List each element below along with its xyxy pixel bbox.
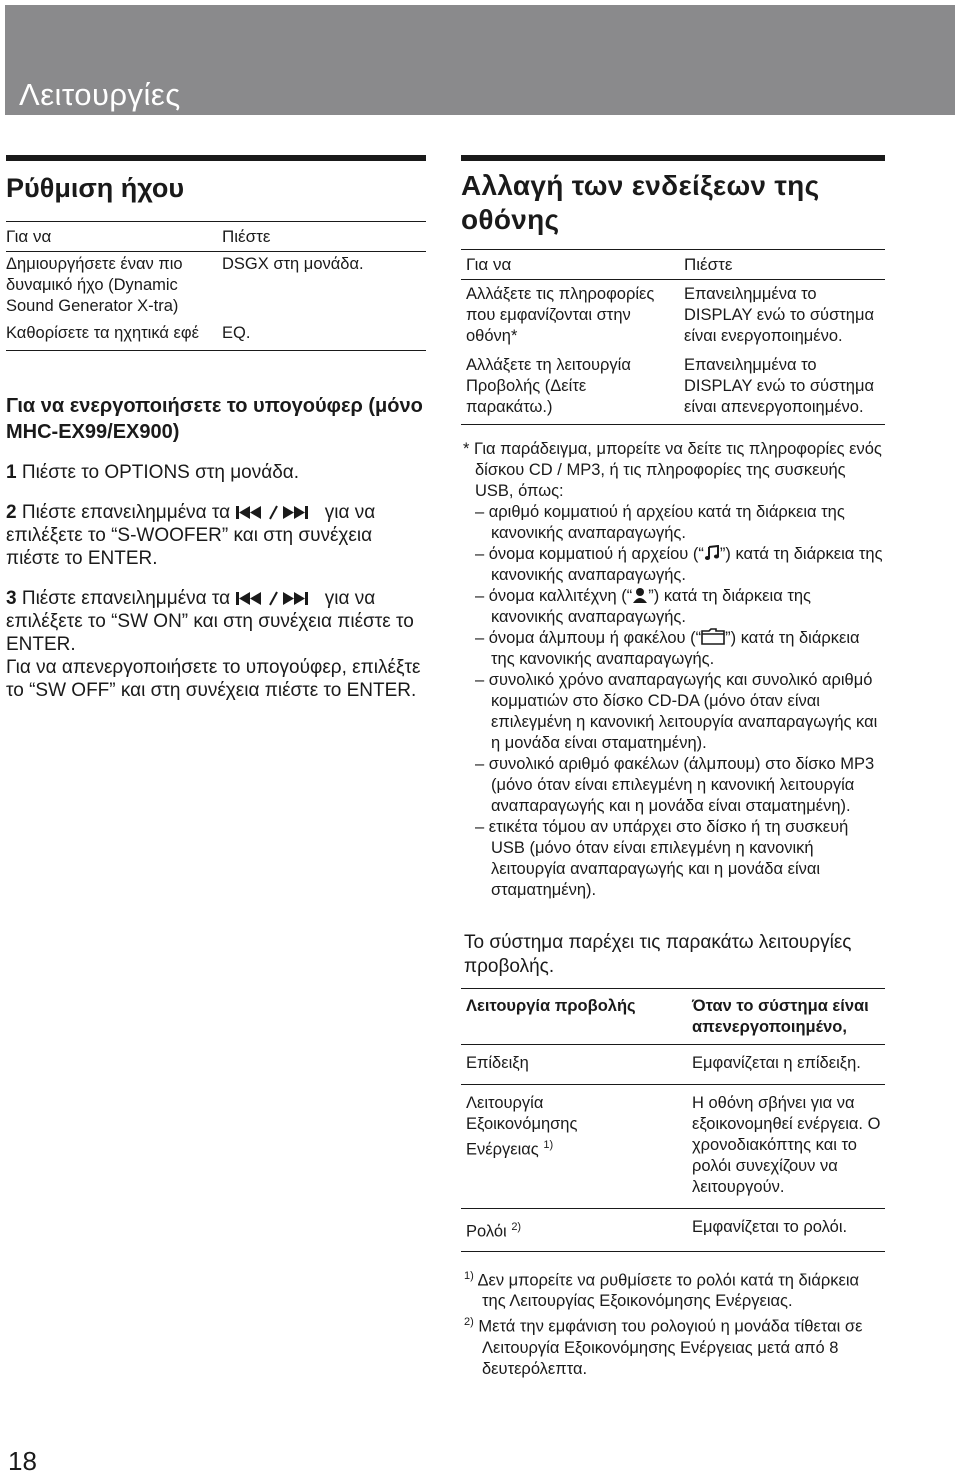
step-3: [6, 587, 426, 702]
footnote: [464, 1266, 885, 1313]
section-rule: [461, 155, 885, 161]
note-intro: * Για παράδειγμα, μπορείτε να δείτε τις πληροφορίες ενός δίσκου CD / MP3, ή τις πληροφορίες της συσκευής USB, όπως:: [463, 440, 882, 500]
folder-icon: [701, 628, 725, 645]
table-cell: EQ.: [222, 324, 251, 342]
table-row: [461, 1045, 885, 1085]
list-item-text: – όνομα κομματιού ή αρχείου (“: [475, 545, 704, 563]
step-number: 2: [6, 502, 17, 523]
list-item-text: ”) κατά τη διάρκεια της κανονικής αναπαραγωγής.: [491, 587, 811, 626]
list-item-text: – όνομα καλλιτέχνη (“: [475, 587, 633, 605]
list-item: [461, 544, 885, 586]
sound-table: [6, 222, 426, 351]
table-header-cell: Λειτουργία προβολής: [466, 997, 636, 1015]
step-text: για να επιλέξετε το “S-WOOFER” και στη συνέχεια πιέστε το ENTER.: [6, 502, 376, 569]
step-number: 3: [6, 588, 17, 609]
table-header-cell: Για να: [6, 227, 52, 246]
list-item: [461, 628, 885, 670]
section-rule: [6, 155, 426, 161]
table-cell: Επανειλημμένα το DISPLAY ενώ το σύστημα είναι ενεργοποιημένο.: [684, 285, 875, 345]
table-header-row: [461, 250, 885, 280]
modes-intro: Το σύστημα παρέχει τις παρακάτω λειτουργίες προβολής.: [464, 932, 852, 977]
table-cell: Επίδειξη: [466, 1054, 529, 1072]
list-item-text: ”) κατά τη διάρκεια της κανονικής αναπαραγωγής.: [491, 629, 860, 668]
left-column: [6, 155, 426, 702]
modes-table: [461, 989, 885, 1252]
footnote-mark: 2): [464, 1316, 474, 1328]
step-2: [6, 501, 426, 570]
table-cell: Καθορίσετε τα ηχητικά εφέ: [6, 324, 199, 342]
table-cell: Εμφανίζεται η επίδειξη.: [692, 1054, 861, 1072]
table-header-row: [461, 989, 885, 1045]
section-title-sound: Ρύθμιση ήχου: [6, 173, 185, 203]
table-header-cell: Για να: [466, 255, 512, 274]
prev-next-icon: [235, 590, 319, 607]
footnote-mark: 1): [464, 1269, 474, 1282]
list-item: [461, 586, 885, 628]
table-header-cell: Όταν το σύστημα είναι απενεργοποιημένο,: [692, 997, 869, 1036]
right-column: [461, 155, 885, 1380]
list-item: – ετικέτα τόμου αν υπάρχει στο δίσκο ή τη συσκευή USB (μόνο όταν είναι επιλεγμένη η κανονική λειτουργία αναπαραγωγής και η μονάδα είναι σταματημένη).: [475, 818, 849, 899]
mode-name: Ρολόι: [466, 1222, 507, 1241]
table-cell: [461, 1085, 692, 1209]
step-1: [6, 461, 426, 484]
table-row: [461, 355, 885, 425]
table-cell: Η οθόνη σβήνει για να εξοικονομηθεί ενέργεια. Ο χρονοδιακόπτης και το ρολόι συνεχίζουν να λειτουργούν.: [692, 1094, 881, 1196]
subwoofer-title: Για να ενεργοποιήσετε το υπογούφερ (μόνο MHC-EX99/EX900): [6, 395, 423, 443]
step-number: 1: [6, 462, 17, 483]
table-row: [6, 252, 426, 324]
table-row: [461, 1085, 885, 1209]
table-cell: Αλλάξετε τη λειτουργία Προβολής (Δείτε παρακάτω.): [466, 356, 631, 416]
table-cell: Εμφανίζεται το ρολόι.: [692, 1218, 848, 1236]
section-title-display: Αλλαγή των ενδείξεων της οθόνης: [461, 170, 820, 235]
footnote-text: Δεν μπορείτε να ρυθμίσετε το ρολόι κατά τη διάρκεια της Λειτουργίας Εξοικονόμησης Ενέργειας.: [477, 1271, 860, 1310]
footnotes: [461, 1266, 885, 1380]
step-extra-text: Για να απενεργοποιήσετε το υπογούφερ, επιλέξτε το “SW OFF” και στη συνέχεια πιέστε το ENTER.: [6, 657, 421, 701]
step-text: Πιέστε επανειλημμένα τα: [21, 588, 231, 609]
table-cell: Δημιουργήσετε έναν πιο δυναμικό ήχο (Dynamic Sound Generator X-tra): [6, 255, 183, 315]
page-number: 18: [8, 1446, 37, 1476]
mode-name: Λειτουργία Εξοικονόμησης Ενέργειας: [466, 1094, 578, 1159]
table-row: [461, 280, 885, 356]
list-item: – συνολικό χρόνο αναπαραγωγής και συνολικό αριθμό κομματιών στο δίσκο CD-DA (μόνο όταν είναι επιλεγμένη η κανονική λειτουργία αναπαραγωγής και η μονάδα είναι σταματημένη).: [475, 671, 878, 752]
table-row: [6, 323, 426, 351]
table-row: [461, 1209, 885, 1252]
step-text: Πιέστε επανειλημμένα τα: [21, 502, 231, 523]
person-icon: [632, 587, 648, 603]
list-item: – αριθμό κομματιού ή αρχείου κατά τη διάρκεια της κανονικής αναπαραγωγής.: [475, 503, 845, 542]
music-note-icon: [704, 545, 720, 561]
table-cell: [461, 1209, 692, 1252]
footnote-ref: 1): [543, 1139, 554, 1151]
step-text: για να επιλέξετε το “SW ON” και στη συνέχεια πιέστε το ENTER.: [6, 588, 414, 655]
list-item: – συνολικό αριθμό φακέλων (άλμπουμ) στο δίσκο MP3 (μόνο όταν είναι επιλεγμένη η κανονική λειτουργία αναπαραγωγής και η μονάδα είναι σταματημένη).: [475, 755, 875, 815]
page-header-title: Λειτουργίες: [19, 77, 181, 112]
table-header-row: [6, 222, 426, 252]
table-cell: Αλλάξετε τις πληροφορίες που εμφανίζονται στην οθόνη*: [466, 285, 655, 345]
table-header-cell: Πιέστε: [684, 255, 733, 274]
table-header-cell: Πιέστε: [222, 227, 271, 246]
table-cell: Επανειλημμένα το DISPLAY ενώ το σύστημα είναι απενεργοποιημένο.: [684, 356, 875, 416]
footnote-text: Μετά την εμφάνιση του ρολογιού η μονάδα τίθεται σε Λειτουργία Εξοικονόμησης Ενέργειας μετά από 8 δευτερόλεπτα.: [478, 1317, 863, 1378]
display-note: [461, 439, 885, 901]
display-table: [461, 250, 885, 425]
step-text: Πιέστε το OPTIONS στη μονάδα.: [21, 462, 300, 483]
footnote-ref: 2): [511, 1221, 522, 1233]
list-item-text: ”) κατά τη διάρκεια της κανονικής αναπαραγωγής.: [491, 545, 883, 584]
table-cell: DSGX στη μονάδα.: [222, 255, 364, 273]
prev-next-icon: [235, 504, 319, 521]
page-header: [5, 5, 955, 115]
footnote: [464, 1312, 885, 1380]
list-item-text: – όνομα άλμπουμ ή φακέλου (“: [475, 629, 702, 647]
